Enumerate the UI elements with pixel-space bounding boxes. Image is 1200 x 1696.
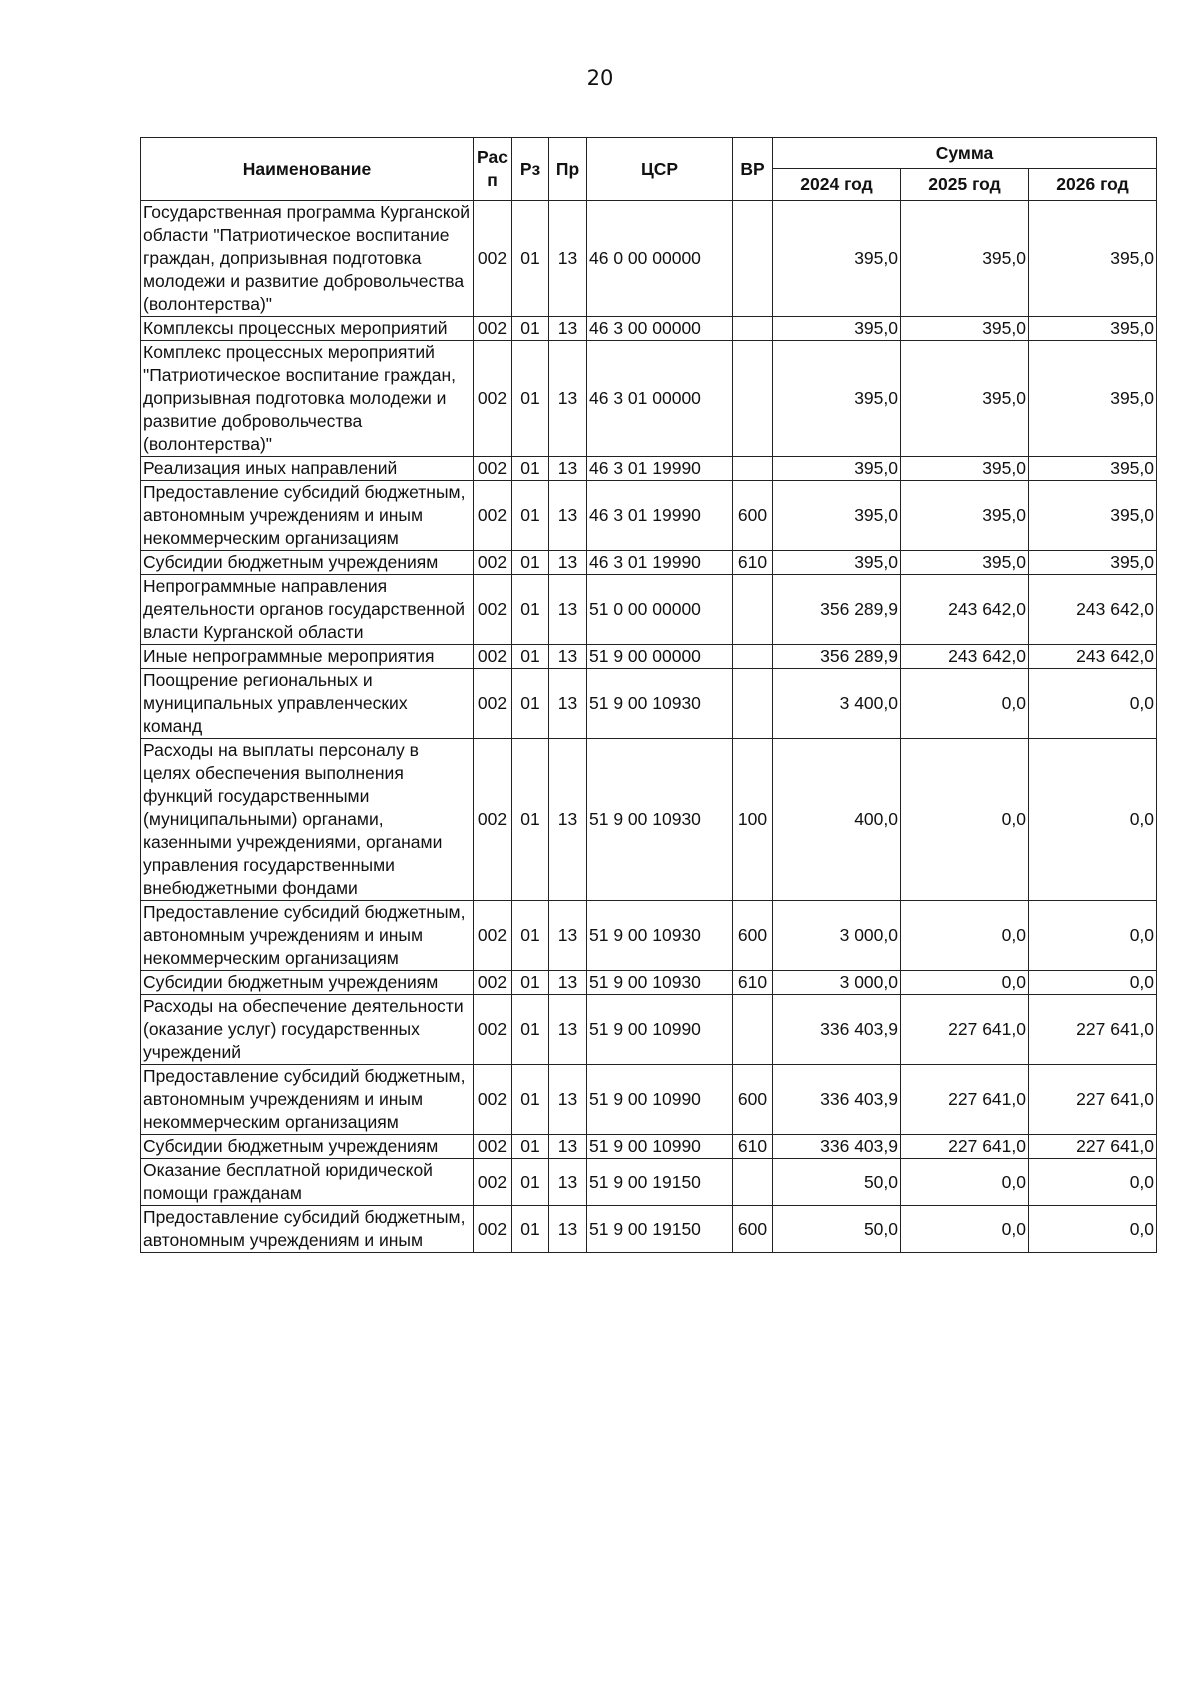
cell-rz: 01 (512, 1135, 549, 1159)
cell-vr: 600 (733, 1206, 773, 1253)
cell-sum-2026: 395,0 (1029, 457, 1157, 481)
table-row (141, 341, 1157, 457)
cell-vr (733, 457, 773, 481)
cell-sum-2025: 395,0 (901, 481, 1029, 551)
cell-name: Предоставление субсидий бюджетным, автономным учреждениям и иным (141, 1206, 474, 1253)
cell-sum-2024: 395,0 (773, 481, 901, 551)
cell-sum-2025: 243 642,0 (901, 645, 1029, 669)
cell-name: Предоставление субсидий бюджетным, автономным учреждениям и иным некоммерческим организациям (141, 1065, 474, 1135)
cell-rasp: 002 (474, 341, 512, 457)
cell-name: Комплексы процессных мероприятий (141, 317, 474, 341)
cell-sum-2024: 336 403,9 (773, 995, 901, 1065)
cell-rz: 01 (512, 457, 549, 481)
cell-sum-2025: 0,0 (901, 739, 1029, 901)
cell-vr (733, 575, 773, 645)
cell-rasp: 002 (474, 481, 512, 551)
cell-csr: 51 0 00 00000 (587, 575, 733, 645)
cell-csr: 46 3 01 00000 (587, 341, 733, 457)
cell-rasp: 002 (474, 575, 512, 645)
cell-rz: 01 (512, 995, 549, 1065)
page-number: 20 (586, 66, 614, 90)
cell-sum-2026: 0,0 (1029, 1206, 1157, 1253)
cell-rasp: 002 (474, 971, 512, 995)
cell-sum-2026: 243 642,0 (1029, 645, 1157, 669)
header-rasp: Рас п (474, 138, 512, 201)
cell-vr: 600 (733, 481, 773, 551)
cell-rasp: 002 (474, 317, 512, 341)
cell-csr: 51 9 00 10930 (587, 739, 733, 901)
cell-name: Субсидии бюджетным учреждениям (141, 971, 474, 995)
cell-sum-2024: 395,0 (773, 551, 901, 575)
cell-sum-2025: 395,0 (901, 551, 1029, 575)
cell-csr: 51 9 00 10990 (587, 995, 733, 1065)
header-pr: Пр (549, 138, 587, 201)
cell-name: Предоставление субсидий бюджетным, автономным учреждениям и иным некоммерческим организациям (141, 481, 474, 551)
table-row (141, 971, 1157, 995)
cell-sum-2025: 395,0 (901, 317, 1029, 341)
cell-name: Комплекс процессных мероприятий "Патриотическое воспитание граждан, допризывная подготовка молодежи и развитие добровольчества (волонтерства)" (141, 341, 474, 457)
cell-sum-2026: 243 642,0 (1029, 575, 1157, 645)
cell-rz: 01 (512, 317, 549, 341)
cell-rz: 01 (512, 901, 549, 971)
cell-vr (733, 201, 773, 317)
cell-sum-2024: 356 289,9 (773, 645, 901, 669)
cell-rz: 01 (512, 575, 549, 645)
header-vr: ВР (733, 138, 773, 201)
cell-name: Реализация иных направлений (141, 457, 474, 481)
header-year-2025: 2025 год (901, 169, 1029, 201)
header-year-2024: 2024 год (773, 169, 901, 201)
table-row (141, 551, 1157, 575)
cell-vr (733, 645, 773, 669)
cell-name: Субсидии бюджетным учреждениям (141, 551, 474, 575)
cell-csr: 51 9 00 10990 (587, 1065, 733, 1135)
cell-sum-2026: 0,0 (1029, 1159, 1157, 1206)
cell-sum-2025: 243 642,0 (901, 575, 1029, 645)
cell-sum-2026: 0,0 (1029, 669, 1157, 739)
cell-sum-2025: 0,0 (901, 1206, 1029, 1253)
cell-name: Непрограммные направления деятельности органов государственной власти Курганской области (141, 575, 474, 645)
cell-rasp: 002 (474, 1065, 512, 1135)
cell-name: Поощрение региональных и муниципальных управленческих команд (141, 669, 474, 739)
cell-sum-2026: 395,0 (1029, 201, 1157, 317)
cell-csr: 51 9 00 19150 (587, 1159, 733, 1206)
table-row (141, 995, 1157, 1065)
table-body (141, 201, 1157, 1253)
cell-rz: 01 (512, 645, 549, 669)
cell-pr: 13 (549, 1159, 587, 1206)
cell-sum-2025: 0,0 (901, 971, 1029, 995)
cell-sum-2024: 3 000,0 (773, 971, 901, 995)
cell-sum-2026: 227 641,0 (1029, 995, 1157, 1065)
cell-sum-2026: 395,0 (1029, 551, 1157, 575)
cell-sum-2024: 356 289,9 (773, 575, 901, 645)
cell-pr: 13 (549, 201, 587, 317)
cell-csr: 51 9 00 10930 (587, 901, 733, 971)
cell-pr: 13 (549, 1065, 587, 1135)
cell-sum-2025: 395,0 (901, 201, 1029, 317)
cell-rz: 01 (512, 669, 549, 739)
cell-rasp: 002 (474, 551, 512, 575)
cell-sum-2024: 395,0 (773, 341, 901, 457)
cell-sum-2026: 395,0 (1029, 341, 1157, 457)
cell-vr: 610 (733, 1135, 773, 1159)
table-row (141, 457, 1157, 481)
table-row (141, 481, 1157, 551)
cell-rasp: 002 (474, 901, 512, 971)
table-row (141, 1159, 1157, 1206)
table-row (141, 317, 1157, 341)
cell-csr: 51 9 00 19150 (587, 1206, 733, 1253)
cell-vr (733, 1159, 773, 1206)
header-row-top (141, 138, 1157, 169)
cell-vr (733, 669, 773, 739)
table-row (141, 669, 1157, 739)
cell-sum-2024: 336 403,9 (773, 1065, 901, 1135)
cell-sum-2026: 395,0 (1029, 317, 1157, 341)
cell-name: Расходы на выплаты персоналу в целях обеспечения выполнения функций государственными (муниципальными) органами, казенными учреждениями, органами управления государственными внебюджетными фондами (141, 739, 474, 901)
cell-sum-2025: 227 641,0 (901, 1135, 1029, 1159)
budget-table (140, 137, 1157, 1253)
cell-rz: 01 (512, 739, 549, 901)
table-row (141, 1135, 1157, 1159)
cell-rasp: 002 (474, 201, 512, 317)
cell-sum-2026: 0,0 (1029, 901, 1157, 971)
cell-csr: 46 3 01 19990 (587, 551, 733, 575)
table-row (141, 645, 1157, 669)
cell-pr: 13 (549, 481, 587, 551)
cell-sum-2024: 336 403,9 (773, 1135, 901, 1159)
cell-pr: 13 (549, 1135, 587, 1159)
cell-sum-2024: 50,0 (773, 1206, 901, 1253)
cell-sum-2024: 395,0 (773, 317, 901, 341)
cell-pr: 13 (549, 575, 587, 645)
cell-sum-2026: 0,0 (1029, 971, 1157, 995)
cell-sum-2025: 0,0 (901, 1159, 1029, 1206)
cell-pr: 13 (549, 551, 587, 575)
cell-rasp: 002 (474, 1159, 512, 1206)
header-year-2026: 2026 год (1029, 169, 1157, 201)
cell-pr: 13 (549, 317, 587, 341)
cell-pr: 13 (549, 341, 587, 457)
table-row (141, 1206, 1157, 1253)
cell-csr: 51 9 00 10990 (587, 1135, 733, 1159)
cell-vr: 610 (733, 971, 773, 995)
cell-csr: 51 9 00 10930 (587, 971, 733, 995)
cell-vr: 600 (733, 1065, 773, 1135)
cell-sum-2026: 395,0 (1029, 481, 1157, 551)
cell-pr: 13 (549, 739, 587, 901)
cell-rz: 01 (512, 1159, 549, 1206)
table-row (141, 739, 1157, 901)
cell-sum-2025: 227 641,0 (901, 995, 1029, 1065)
cell-csr: 46 3 01 19990 (587, 481, 733, 551)
header-sum: Сумма (773, 138, 1157, 169)
cell-pr: 13 (549, 457, 587, 481)
cell-sum-2024: 395,0 (773, 201, 901, 317)
cell-rasp: 002 (474, 669, 512, 739)
cell-rasp: 002 (474, 1206, 512, 1253)
cell-sum-2025: 0,0 (901, 901, 1029, 971)
cell-sum-2024: 400,0 (773, 739, 901, 901)
header-rz: Рз (512, 138, 549, 201)
cell-pr: 13 (549, 995, 587, 1065)
cell-csr: 46 3 00 00000 (587, 317, 733, 341)
cell-csr: 51 9 00 00000 (587, 645, 733, 669)
cell-vr (733, 341, 773, 457)
cell-sum-2024: 50,0 (773, 1159, 901, 1206)
cell-rz: 01 (512, 1065, 549, 1135)
cell-name: Оказание бесплатной юридической помощи гражданам (141, 1159, 474, 1206)
cell-vr: 100 (733, 739, 773, 901)
header-csr: ЦСР (587, 138, 733, 201)
cell-rz: 01 (512, 551, 549, 575)
cell-pr: 13 (549, 669, 587, 739)
cell-name: Государственная программа Курганской области "Патриотическое воспитание граждан, допризывная подготовка молодежи и развитие добровольчества (волонтерства)" (141, 201, 474, 317)
cell-vr: 600 (733, 901, 773, 971)
cell-rasp: 002 (474, 645, 512, 669)
cell-rz: 01 (512, 341, 549, 457)
cell-rz: 01 (512, 201, 549, 317)
cell-sum-2026: 227 641,0 (1029, 1135, 1157, 1159)
cell-csr: 46 3 01 19990 (587, 457, 733, 481)
cell-pr: 13 (549, 901, 587, 971)
cell-name: Субсидии бюджетным учреждениям (141, 1135, 474, 1159)
cell-rasp: 002 (474, 1135, 512, 1159)
cell-sum-2025: 227 641,0 (901, 1065, 1029, 1135)
cell-name: Иные непрограммные мероприятия (141, 645, 474, 669)
cell-rasp: 002 (474, 995, 512, 1065)
table-row (141, 575, 1157, 645)
cell-rz: 01 (512, 1206, 549, 1253)
cell-pr: 13 (549, 645, 587, 669)
cell-sum-2024: 3 400,0 (773, 669, 901, 739)
cell-sum-2025: 395,0 (901, 341, 1029, 457)
cell-sum-2024: 3 000,0 (773, 901, 901, 971)
table-row (141, 1065, 1157, 1135)
cell-pr: 13 (549, 1206, 587, 1253)
cell-rz: 01 (512, 481, 549, 551)
cell-csr: 51 9 00 10930 (587, 669, 733, 739)
cell-rasp: 002 (474, 457, 512, 481)
table-row (141, 901, 1157, 971)
cell-vr (733, 995, 773, 1065)
cell-pr: 13 (549, 971, 587, 995)
table-row (141, 201, 1157, 317)
cell-sum-2026: 0,0 (1029, 739, 1157, 901)
cell-name: Предоставление субсидий бюджетным, автономным учреждениям и иным некоммерческим организациям (141, 901, 474, 971)
cell-vr (733, 317, 773, 341)
header-name: Наименование (141, 138, 474, 201)
cell-sum-2024: 395,0 (773, 457, 901, 481)
cell-rasp: 002 (474, 739, 512, 901)
cell-sum-2025: 0,0 (901, 669, 1029, 739)
cell-csr: 46 0 00 00000 (587, 201, 733, 317)
cell-rz: 01 (512, 971, 549, 995)
cell-sum-2025: 395,0 (901, 457, 1029, 481)
cell-vr: 610 (733, 551, 773, 575)
cell-name: Расходы на обеспечение деятельности (оказание услуг) государственных учреждений (141, 995, 474, 1065)
cell-sum-2026: 227 641,0 (1029, 1065, 1157, 1135)
